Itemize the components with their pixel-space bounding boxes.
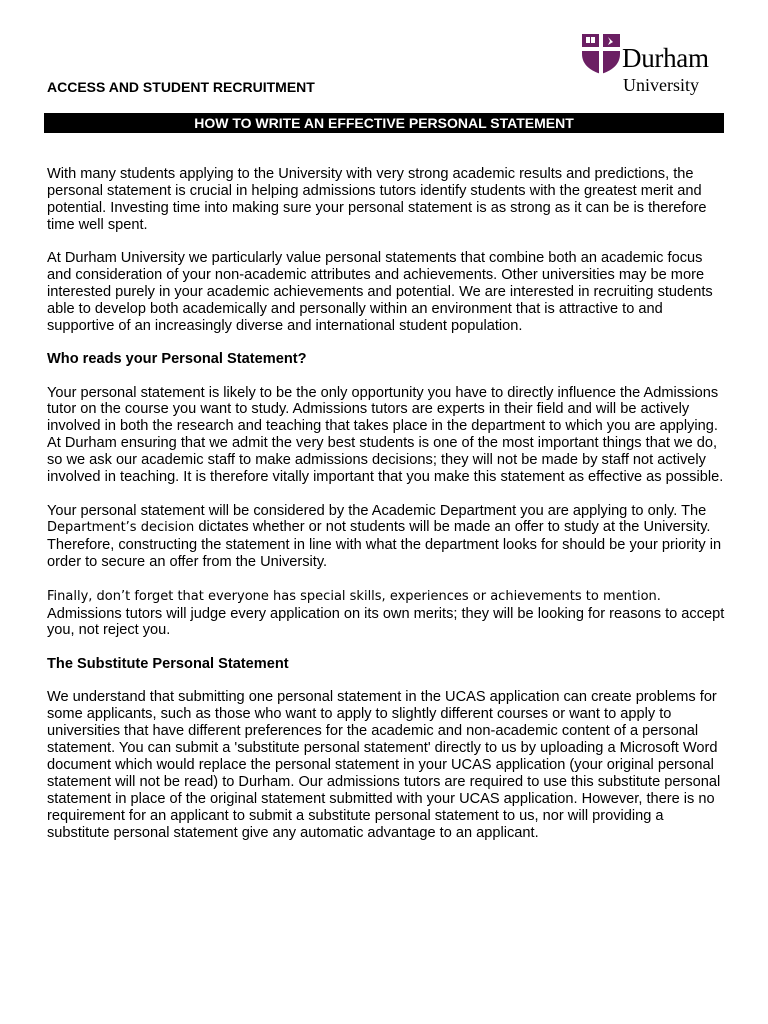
who-reads-paragraph-3 xyxy=(47,588,729,640)
crest-icon xyxy=(582,34,620,74)
who-p2-text-c: dictates whether or not students will be made an offer to study at the University. Therefore, constructing the statement in line with what the department looks for should be your priority in order to secure an offer from the University. xyxy=(47,519,722,571)
who-p3-text-a: Finally, don’t forget that everyone has special skills, experiences or achievements to mention. xyxy=(47,588,661,604)
logo-name: Durham xyxy=(622,43,709,73)
university-logo xyxy=(582,32,732,96)
who-p2-text-b: Department’s decision xyxy=(47,520,195,536)
department-heading: ACCESS AND STUDENT RECRUITMENT xyxy=(47,79,315,95)
who-reads-paragraph-1: Your personal statement is likely to be the only opportunity you have to directly influence the Admissions tutor on the course you want to study. Admissions tutors are experts in their field and will be actively involved in both the research and teaching that takes place in the department to which you are applying. At Durham ensuring that we admit the very best students is one of the most important things that we do, so we ask our academic staff to make admissions decisions; they will not be made by staff not actively involved in teaching. It is therefore vitally important that you make this statement as effective as possible. xyxy=(47,384,724,486)
substitute-paragraph: We understand that submitting one personal statement in the UCAS application can create problems for some applicants, such as those who want to apply to slightly different courses or want to apply to universities that have different preferences for the academic and non-academic content of a personal statement. You can submit a 'substitute personal statement' directly to us by uploading a Microsoft Word document which would replace the personal statement in your UCAS application (your original personal statement will not be read) to Durham. Our admissions tutors are required to use this substitute personal statement in place of the original statement submitted with your UCAS application. However, there is no requirement for an applicant to submit a substitute personal statement to us, nor will providing a substitute personal statement give any automatic advantage to an applicant. xyxy=(47,689,721,841)
intro-paragraph-2: At Durham University we particularly value personal statements that combine both an academic focus and consideration of your non-academic attributes and achievements. Other universities may be more interested purely in your academic achievements and potential. We are interested in recruiting students able to develop both academically and personally within an environment that is attractive to and supportive of an increasingly diverse and international student population. xyxy=(47,250,713,334)
who-reads-paragraph-2 xyxy=(47,503,729,572)
title-banner: HOW TO WRITE AN EFFECTIVE PERSONAL STATEMENT xyxy=(44,113,724,133)
substitute-heading: The Substitute Personal Statement xyxy=(47,655,289,672)
logo-subtitle: University xyxy=(623,75,699,95)
who-p2-text-a: Your personal statement will be considered by the Academic Department you are applying to only. The xyxy=(47,502,707,519)
intro-paragraph-1: With many students applying to the University with very strong academic results and predictions, the personal statement is crucial in helping admissions tutors identify students with the greatest merit and potential. Investing time into making sure your personal statement is as strong as it can be is therefore time well spent. xyxy=(47,166,707,233)
who-p3-text-b: Admissions tutors will judge every application on its own merits; they will be looking for reasons to accept you, not reject you. xyxy=(47,605,725,639)
document-body xyxy=(47,166,729,858)
who-reads-heading: Who reads your Personal Statement? xyxy=(47,351,307,368)
